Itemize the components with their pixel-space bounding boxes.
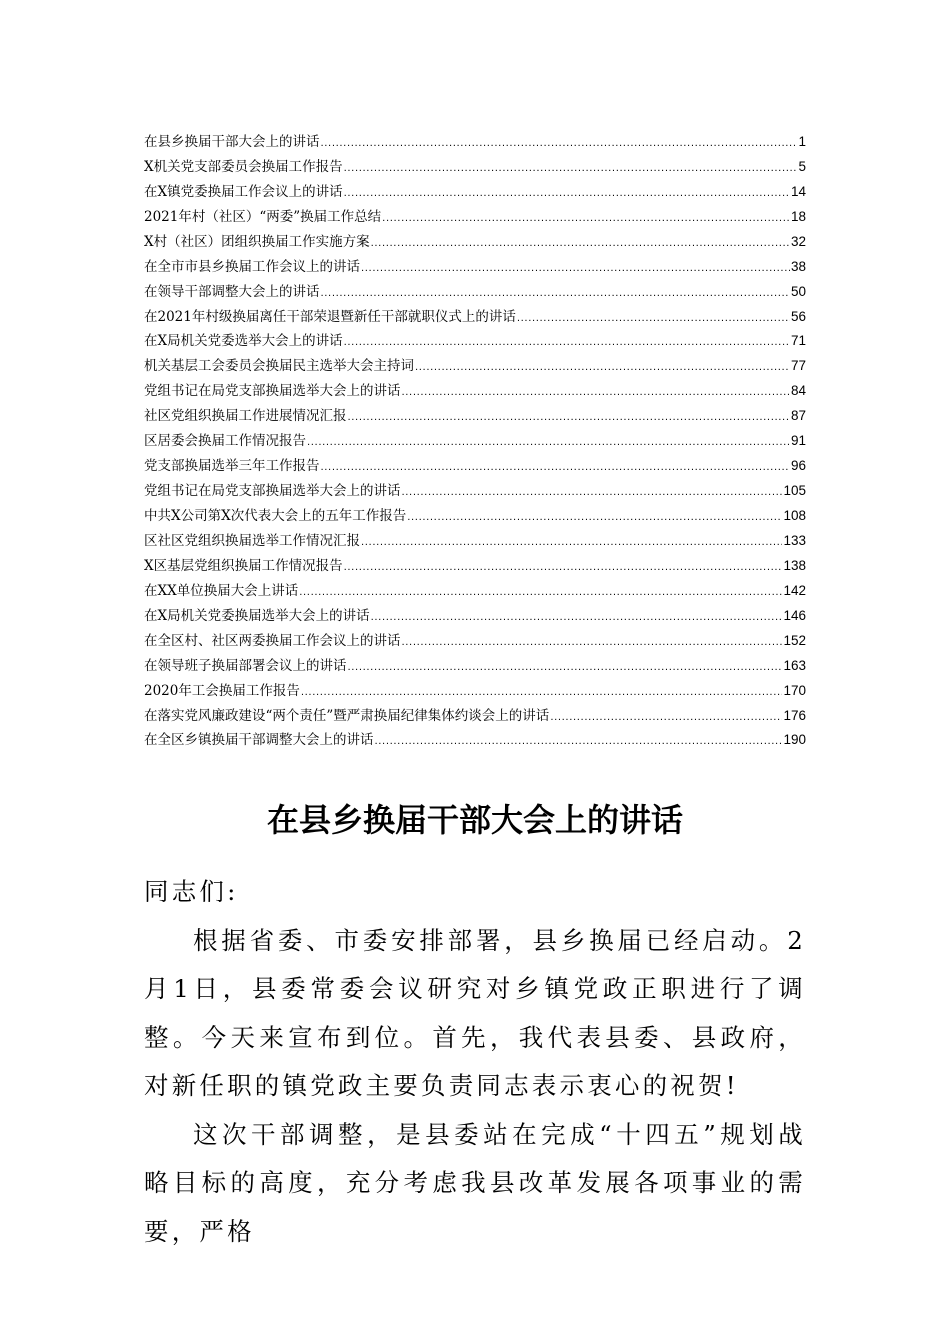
toc-entry[interactable] — [144, 226, 806, 251]
toc-dot-leader — [299, 586, 782, 600]
toc-entry[interactable] — [144, 151, 806, 176]
toc-entry-title: 在X局机关党委选举大会上的讲话 — [144, 333, 343, 350]
toc-entry[interactable] — [144, 326, 806, 351]
toc-entry-title: 在全区乡镇换届干部调整大会上的讲话 — [144, 732, 374, 749]
toc-page-number: 84 — [790, 383, 806, 399]
toc-entry-title: 党支部换届选举三年工作报告 — [144, 458, 320, 475]
toc-entry-title: 区居委会换届工作情况报告 — [144, 433, 306, 450]
toc-dot-leader — [517, 312, 790, 326]
toc-entry[interactable] — [144, 276, 806, 301]
toc-entry-title: 2021年村（社区）“两委”换届工作总结 — [144, 208, 382, 225]
toc-dot-leader — [371, 611, 783, 625]
toc-entry[interactable] — [144, 350, 806, 375]
toc-entry-title: 社区党组织换届工作进展情况汇报 — [144, 408, 347, 425]
toc-entry-title: 中共X公司第X次代表大会上的五年工作报告 — [144, 508, 407, 524]
toc-page-number: 50 — [790, 283, 806, 299]
toc-entry[interactable] — [144, 400, 806, 425]
toc-dot-leader — [348, 411, 790, 425]
document-title: 在县乡换届干部大会上的讲话 — [266, 801, 683, 839]
body-paragraph: 根据省委、市委安排部署，县乡换届已经启动。2月1日，县委常委会议研究对乡镇党政正职进行了调整。今天来宣布到位。首先，我代表县委、县政府，对新任职的镇党政主要负责同志表示衷心的祝贺! — [144, 925, 806, 1100]
toc-page-number: 1 — [798, 133, 806, 149]
toc-dot-leader — [307, 436, 790, 450]
toc-entry[interactable] — [144, 425, 806, 450]
toc-entry[interactable] — [144, 525, 806, 550]
toc-page-number: 56 — [790, 308, 806, 324]
toc-page-number: 5 — [798, 158, 806, 174]
toc-dot-leader — [344, 336, 790, 350]
toc-page-number: 38 — [790, 258, 806, 274]
toc-entry[interactable] — [144, 301, 806, 326]
toc-page-number: 87 — [790, 408, 806, 424]
toc-page-number: 133 — [783, 532, 806, 548]
toc-page-number: 18 — [790, 208, 806, 224]
toc-entry-title: 在领导干部调整大会上的讲话 — [144, 283, 320, 300]
toc-dot-leader — [321, 461, 790, 475]
toc-entry-title: 在2021年村级换届离任干部荣退暨新任干部就职仪式上的讲话 — [144, 308, 516, 325]
toc-page-number: 108 — [783, 508, 806, 523]
toc-entry-title: 党组书记在局党支部换届选举大会上的讲话 — [144, 383, 401, 400]
toc-dot-leader — [348, 661, 783, 675]
toc-entry[interactable] — [144, 575, 806, 600]
table-of-contents — [144, 126, 806, 749]
toc-entry-title: X村（社区）团组织换届工作实施方案 — [144, 233, 370, 250]
toc-entry[interactable] — [144, 500, 806, 525]
toc-entry[interactable] — [144, 650, 806, 675]
toc-dot-leader — [371, 237, 790, 251]
toc-entry-title: 区社区党组织换届选举工作情况汇报 — [144, 532, 360, 549]
toc-dot-leader — [402, 386, 790, 400]
toc-dot-leader — [344, 162, 798, 176]
toc-page-number: 146 — [783, 607, 806, 623]
toc-entry-title: 在XX单位换届大会上讲话 — [144, 582, 299, 599]
toc-entry[interactable] — [144, 475, 806, 500]
toc-page-number: 163 — [783, 657, 806, 673]
toc-page-number: 71 — [790, 333, 806, 349]
toc-dot-leader — [321, 137, 798, 151]
salutation: 同志们: — [144, 877, 239, 906]
toc-page-number: 170 — [783, 682, 806, 698]
toc-entry-title: 在领导班子换届部署会议上的讲话 — [144, 657, 347, 674]
toc-dot-leader — [321, 287, 790, 301]
toc-entry[interactable] — [144, 450, 806, 475]
toc-entry-title: 2020年工会换届工作报告 — [144, 682, 300, 699]
toc-entry[interactable] — [144, 176, 806, 201]
toc-dot-leader — [361, 536, 782, 550]
toc-entry[interactable] — [144, 700, 806, 725]
toc-page-number: 105 — [783, 483, 806, 499]
toc-dot-leader — [550, 711, 782, 725]
toc-entry[interactable] — [144, 600, 806, 625]
toc-entry-title: 在全区村、社区两委换届工作会议上的讲话 — [144, 632, 401, 649]
toc-entry-title: 党组书记在局党支部换届选举大会上的讲话 — [144, 483, 401, 500]
toc-entry-title: 在全市市县乡换届工作会议上的讲话 — [144, 258, 360, 275]
toc-page-number: 96 — [790, 458, 806, 474]
toc-entry[interactable] — [144, 725, 806, 750]
toc-page-number: 190 — [783, 732, 806, 748]
toc-page-number: 32 — [790, 233, 806, 249]
toc-page-number: 77 — [790, 358, 806, 374]
toc-entry[interactable] — [144, 550, 806, 575]
toc-entry-title: 在X镇党委换届工作会议上的讲话 — [144, 183, 343, 200]
toc-entry[interactable] — [144, 625, 806, 650]
toc-entry[interactable] — [144, 675, 806, 700]
toc-dot-leader — [402, 636, 783, 650]
toc-dot-leader — [375, 735, 783, 749]
document-body — [144, 868, 806, 1256]
toc-entry[interactable] — [144, 201, 806, 226]
toc-entry-title: 机关基层工会委员会换届民主选举大会主持词 — [144, 358, 414, 375]
toc-dot-leader — [344, 187, 790, 201]
toc-entry[interactable] — [144, 126, 806, 151]
toc-page-number: 91 — [790, 433, 806, 449]
body-paragraph: 这次干部调整，是县委站在完成“十四五”规划战略目标的高度，充分考虑我县改革发展各项事业的需要，严格 — [144, 1119, 806, 1246]
toc-dot-leader — [344, 561, 783, 575]
toc-page-number: 14 — [790, 183, 806, 199]
toc-dot-leader — [407, 511, 782, 525]
toc-page-number: 138 — [783, 557, 806, 573]
toc-dot-leader — [361, 262, 790, 276]
toc-entry-title: X区基层党组织换届工作情况报告 — [144, 557, 343, 574]
toc-dot-leader — [402, 486, 783, 500]
toc-dot-leader — [415, 361, 790, 375]
toc-entry[interactable] — [144, 375, 806, 400]
toc-entry-title: 在落实党风廉政建设“两个责任”暨严肃换届纪律集体约谈会上的讲话 — [144, 707, 550, 724]
toc-entry-title: 在县乡换届干部大会上的讲话 — [144, 133, 320, 150]
toc-dot-leader — [382, 212, 790, 226]
toc-entry-title: 在X局机关党委换届选举大会上的讲话 — [144, 607, 370, 624]
toc-page-number: 142 — [783, 582, 806, 598]
toc-entry[interactable] — [144, 251, 806, 276]
toc-page-number: 176 — [783, 707, 806, 723]
toc-entry-title: X机关党支部委员会换届工作报告 — [144, 158, 343, 175]
toc-dot-leader — [301, 686, 783, 700]
toc-page-number: 152 — [783, 632, 806, 648]
